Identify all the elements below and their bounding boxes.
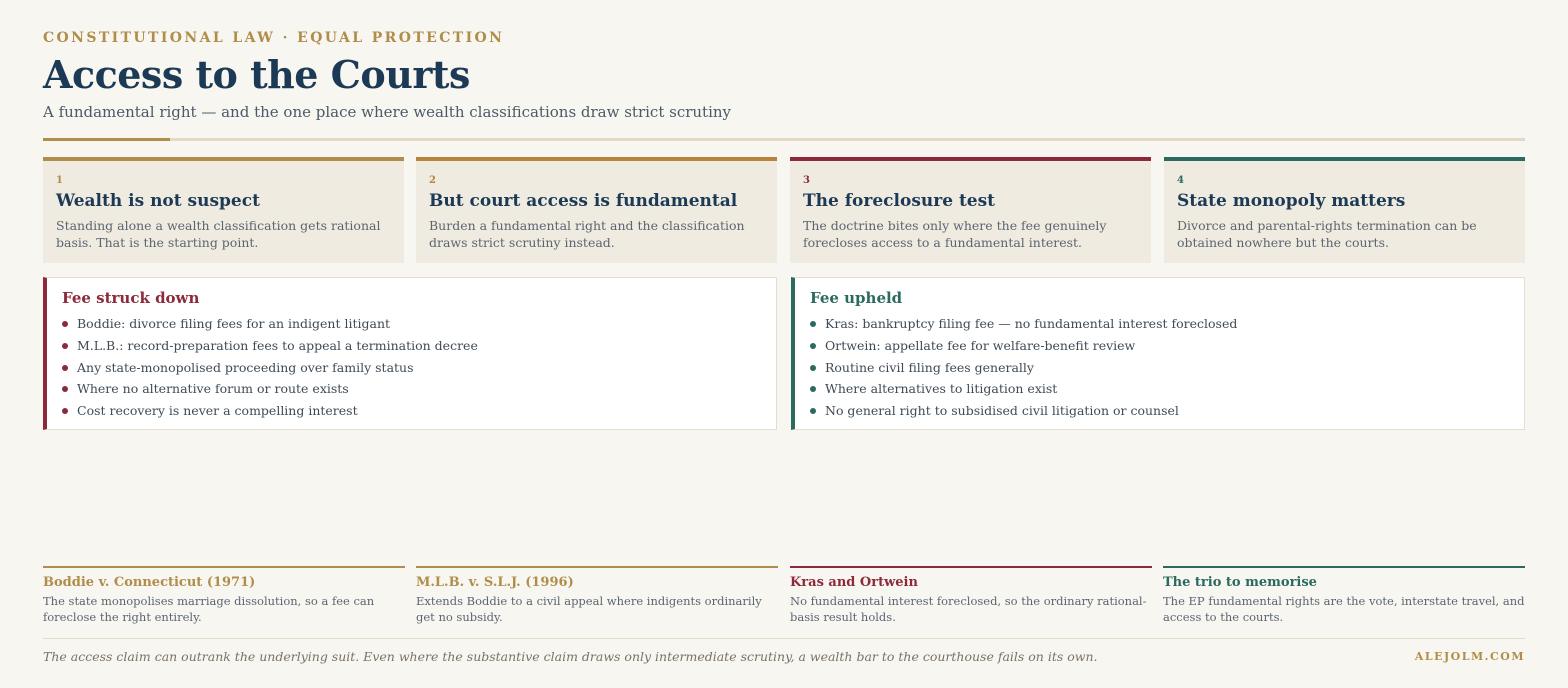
list-item: Ortwein: appellate fee for welfare-benefit review <box>810 335 1509 357</box>
list-item: Routine civil filing fees generally <box>810 357 1509 379</box>
case-description: No fundamental interest foreclosed, so the ordinary rational-basis result holds. <box>790 594 1147 624</box>
case-description: The EP fundamental rights are the vote, interstate travel, and access to the courts. <box>1163 594 1525 624</box>
case-description: Extends Boddie to a civil appeal where indigents ordinarily get no subsidy. <box>416 594 762 624</box>
struck-list <box>62 313 761 422</box>
list-item: Kras: bankruptcy filing fee — no fundamental interest foreclosed <box>810 313 1509 335</box>
list-item: Where no alternative forum or route exists <box>62 378 761 400</box>
principle-cards <box>43 157 1525 263</box>
case-title: Boddie v. Connecticut (1971) <box>43 575 256 590</box>
card-title: State monopoly matters <box>1177 191 1406 211</box>
case-note <box>43 566 405 625</box>
footer-divider <box>43 638 1525 639</box>
footer-note: The access claim can outrank the underlying suit. Even where the substantive claim draws only intermediate scrutiny, a wealth bar to the courthouse fails on its own. <box>43 649 1098 664</box>
principle-card <box>790 157 1151 263</box>
card-title: The foreclosure test <box>803 191 996 211</box>
case-title: Kras and Ortwein <box>790 575 918 590</box>
card-description: Burden a fundamental right and the classification draws strict scrutiny instead. <box>429 218 745 250</box>
list-item: Boddie: divorce filing fees for an indigent litigant <box>62 313 761 335</box>
case-note <box>1163 566 1525 625</box>
principle-card <box>1164 157 1525 263</box>
brand-link[interactable]: ALEJOLM.COM <box>1414 650 1525 663</box>
case-title: The trio to memorise <box>1163 575 1317 590</box>
list-item: No general right to subsidised civil litigation or counsel <box>810 400 1509 422</box>
card-number: 2 <box>429 175 436 186</box>
upheld-list <box>810 313 1509 422</box>
list-item: Cost recovery is never a compelling interest <box>62 400 761 422</box>
page <box>43 0 1525 688</box>
card-description: The doctrine bites only where the fee genuinely forecloses access to a fundamental interest. <box>803 218 1107 250</box>
card-number: 1 <box>56 175 63 186</box>
header-divider-accent <box>43 138 170 141</box>
panel-title: Fee upheld <box>810 289 903 307</box>
card-description: Divorce and parental-rights termination can be obtained nowhere but the courts. <box>1177 218 1477 250</box>
page-subtitle: A fundamental right — and the one place where wealth classifications draw strict scrutiny <box>43 103 732 121</box>
principle-card <box>43 157 404 263</box>
panel-title: Fee struck down <box>62 289 200 307</box>
case-notes <box>43 566 1525 628</box>
fee-upheld-panel <box>791 277 1525 430</box>
case-description: The state monopolises marriage dissolution, so a fee can foreclose the right entirely. <box>43 594 375 624</box>
case-note <box>416 566 778 625</box>
card-title: But court access is fundamental <box>429 191 738 211</box>
card-number: 4 <box>1177 175 1184 186</box>
card-number: 3 <box>803 175 810 186</box>
header-divider <box>43 138 1525 141</box>
case-title: M.L.B. v. S.L.J. (1996) <box>416 575 574 590</box>
fee-struck-down-panel <box>43 277 777 430</box>
case-note <box>790 566 1152 625</box>
list-item: Where alternatives to litigation exist <box>810 378 1509 400</box>
list-item: M.L.B.: record-preparation fees to appeal a termination decree <box>62 335 761 357</box>
eyebrow: CONSTITUTIONAL LAW · EQUAL PROTECTION <box>43 30 505 46</box>
card-title: Wealth is not suspect <box>56 191 260 211</box>
list-item: Any state-monopolised proceeding over family status <box>62 357 761 379</box>
page-title: Access to the Courts <box>43 52 470 97</box>
principle-card <box>416 157 777 263</box>
card-description: Standing alone a wealth classification gets rational basis. That is the starting point. <box>56 218 381 250</box>
